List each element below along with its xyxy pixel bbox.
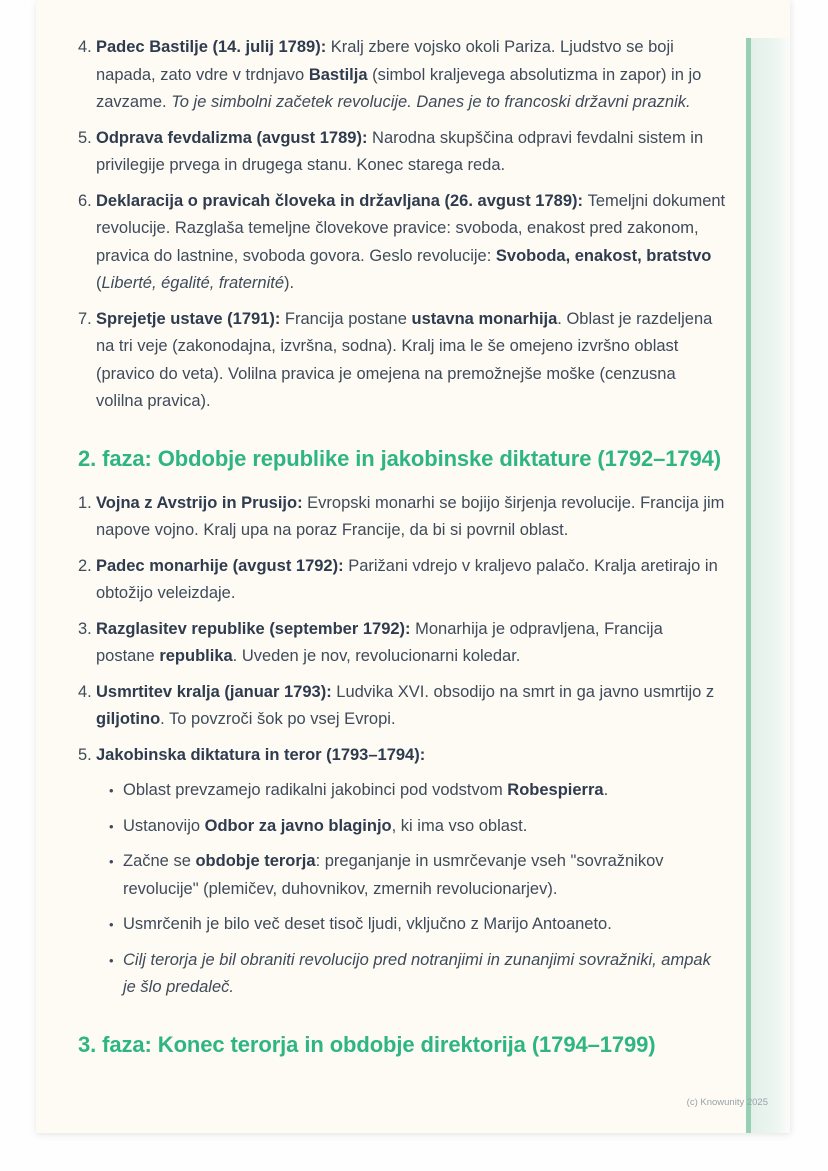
list-item-text	[96, 125, 726, 180]
text-segment: Monarhija je odpravljena, Francija postane	[96, 619, 663, 665]
list-item-number: 1.	[78, 493, 92, 512]
text-segment: Bastilja	[308, 65, 368, 84]
text-segment: ).	[284, 274, 295, 292]
list-item-number: 4.	[78, 38, 92, 56]
list-item-body	[96, 34, 726, 117]
list-item	[78, 490, 726, 545]
list-item-body	[96, 125, 726, 180]
bullet-list	[96, 777, 726, 1002]
text-segment: Temeljni dokument revolucije. Razglaša temeljne človekove pravice: svoboda, enakost pred zakonom, pravica do lastnine, svoboda govora. Geslo revolucije:	[96, 191, 726, 265]
text-segment: Ustanovijo	[123, 816, 205, 835]
text-segment: Padec Bastilje (14. julij 1789):	[96, 38, 331, 56]
list-item-text	[96, 490, 726, 545]
text-segment: .	[603, 781, 609, 799]
text-segment: Jakobinska diktatura in teror (1793–1794):	[96, 745, 426, 764]
text-segment: Odprava fevdalizma (avgust 1789):	[96, 128, 373, 147]
text-segment: Evropski monarhi se bojijo širjenja revolucije. Francija jim napove vojno. Kralj upa na poraz Francije, da bi si povrnil oblast.	[96, 493, 725, 539]
list-item-body	[96, 742, 726, 1002]
text-segment: Razglasitev republike (september 1792):	[96, 619, 416, 638]
list-item-number: 2.	[78, 556, 92, 575]
text-segment: Ludvika XVI. obsodijo na smrt in ga javno usmrtijo z	[336, 682, 715, 701]
bullet-item	[96, 813, 726, 841]
text-segment: : preganjanje in usmrčevanje vseh "sovražnikov revolucije" (plemičev, duhovnikov, zmernih revolucionarjev).	[123, 852, 664, 898]
text-segment: To je simbolni začetek revolucije. Danes je to francoski državni praznik.	[171, 93, 691, 111]
text-segment: . Oblast je razdeljena na tri veje (zakonodajna, izvršna, sodna). Kralj ima le še omejeno izvršno oblast (pravico do veta). Volilna pravica je omejena na premožnejše moške (cenzusna volilna pravica).	[96, 309, 713, 410]
list-item-number: 4.	[78, 682, 92, 701]
list-item-text	[96, 742, 726, 770]
bullet-item-text	[123, 911, 726, 939]
list-item-body	[96, 553, 726, 608]
text-segment: Liberté, égalité, fraternité	[101, 274, 285, 292]
text-segment: Deklaracija o pravicah človeka in državljana (26. avgust 1789):	[96, 191, 588, 210]
bullet-dot-icon: •	[109, 917, 114, 932]
list-item-text	[96, 616, 726, 671]
section-heading: 2. faza: Obdobje republike in jakobinske diktature (1792–1794)	[78, 445, 722, 471]
bullet-item	[96, 848, 726, 903]
text-segment: (	[96, 274, 102, 292]
accent-bar	[746, 38, 790, 1133]
bullet-item-text	[123, 777, 726, 805]
text-segment: (simbol kraljevega absolutizma in zapor) in jo zavzame.	[96, 65, 702, 111]
copyright-footer: (c) Knowunity 2025	[686, 1097, 768, 1108]
text-segment: Svoboda, enakost, bratstvo	[495, 246, 712, 265]
list-item-body	[96, 490, 726, 545]
text-segment: Sprejetje ustave (1791):	[96, 309, 285, 328]
text-segment: Robespierra	[507, 781, 604, 799]
bullet-dot-icon: •	[109, 783, 114, 798]
list-item	[78, 34, 726, 117]
bullet-item	[96, 911, 726, 939]
text-segment: Začne se	[123, 852, 196, 870]
text-segment: Oblast prevzamejo radikalni jakobinci pod vodstvom	[123, 781, 508, 799]
text-segment: Parižani vdrejo v kraljevo palačo. Kralja aretirajo in obtožijo veleizdaje.	[96, 556, 718, 602]
document-content	[78, 34, 726, 1076]
list-item-body	[96, 679, 726, 734]
bullet-dot-icon: •	[109, 854, 114, 869]
text-segment: ustavna monarhija	[411, 309, 558, 328]
list-item-text	[96, 188, 726, 298]
text-segment: . Uveden je nov, revolucionarni koledar.	[232, 647, 521, 665]
ordered-list	[78, 490, 726, 1002]
section-heading: 3. faza: Konec terorja in obdobje direktorija (1794–1799)	[78, 1031, 656, 1057]
text-segment: Narodna skupščina odpravi fevdalni sistem in privilegije prvega in drugega stanu. Konec starega reda.	[96, 128, 704, 174]
list-item-text	[96, 34, 726, 117]
list-item	[78, 553, 726, 608]
text-segment: Cilj terorja je bil obraniti revolucijo pred notranjimi in zunanjimi sovražniki, ampak je šlo predaleč.	[123, 950, 711, 996]
list-item-number: 7.	[78, 309, 92, 328]
text-segment: Odbor za javno blaginjo	[204, 816, 392, 835]
text-segment: Padec monarhije (avgust 1792):	[96, 556, 349, 575]
text-segment: obdobje terorja	[195, 852, 316, 870]
list-item	[78, 742, 726, 1002]
list-item-body	[96, 306, 726, 416]
bullet-item-text	[123, 813, 726, 841]
ordered-list	[78, 34, 726, 416]
list-item-text	[96, 553, 726, 608]
bullet-dot-icon: •	[109, 952, 114, 968]
text-segment: republika	[159, 647, 233, 665]
list-item-number: 6.	[78, 191, 92, 210]
list-item	[78, 188, 726, 298]
list-item	[78, 616, 726, 671]
text-segment: Kralj zbere vojsko okoli Pariza. Ljudstvo se boji napada, zato vdre v trdnjavo	[96, 38, 674, 84]
bullet-item	[96, 947, 726, 1002]
list-item-number: 5.	[78, 745, 92, 764]
bullet-dot-icon: •	[109, 818, 114, 834]
bullet-item-text	[123, 848, 726, 903]
document-page	[36, 0, 790, 1133]
list-item	[78, 125, 726, 180]
text-segment: . To povzroči šok po vsej Evropi.	[160, 710, 396, 728]
text-segment: Usmrtitev kralja (januar 1793):	[96, 682, 337, 701]
text-segment: Vojna z Avstrijo in Prusijo:	[96, 493, 308, 512]
list-item-number: 3.	[78, 619, 92, 638]
text-segment: Francija postane	[284, 309, 412, 328]
list-item-text	[96, 306, 726, 416]
list-item	[78, 306, 726, 416]
bullet-item	[96, 777, 726, 805]
list-item-number: 5.	[78, 128, 92, 147]
list-item	[78, 679, 726, 734]
list-item-body	[96, 188, 726, 298]
text-segment: , ki ima vso oblast.	[391, 816, 528, 835]
text-segment: Usmrčenih je bilo več deset tisoč ljudi, vključno z Marijo Antoaneto.	[123, 915, 612, 933]
text-segment: giljotino	[96, 710, 161, 728]
list-item-text	[96, 679, 726, 734]
list-item-body	[96, 616, 726, 671]
bullet-item-text	[123, 947, 726, 1002]
